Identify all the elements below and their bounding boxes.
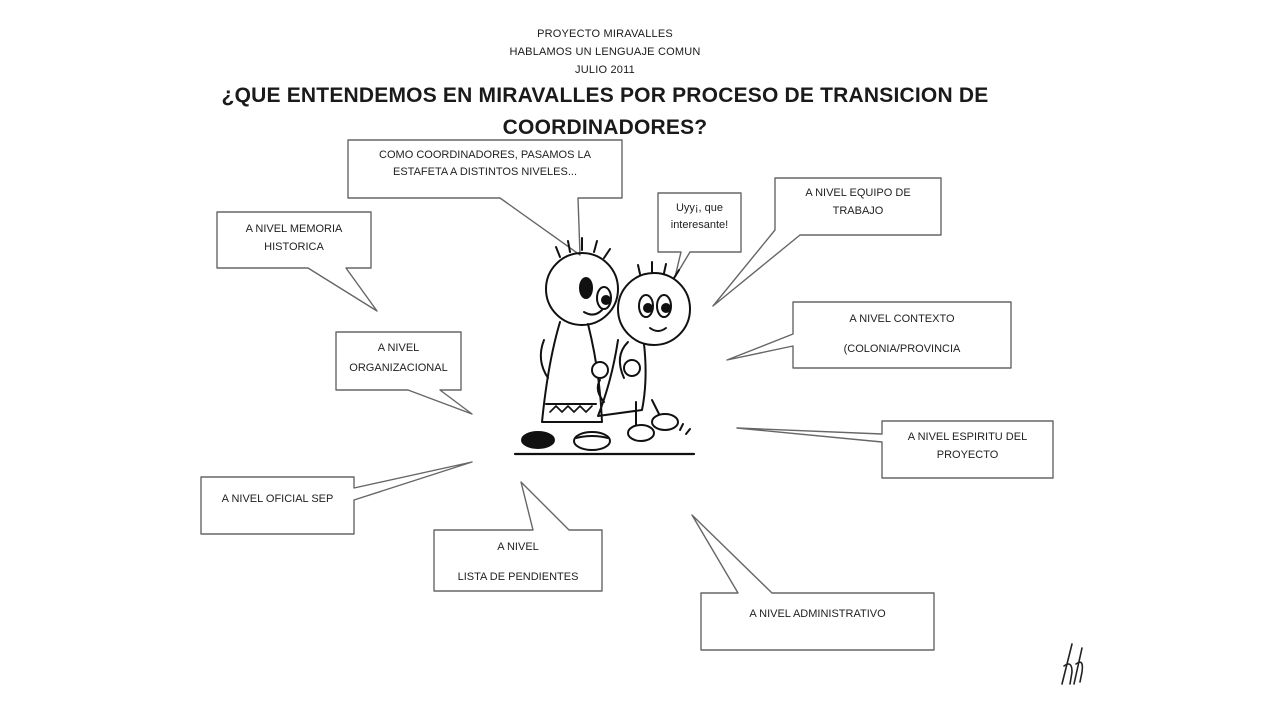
page-title-line-2: COORDINADORES? — [502, 116, 708, 139]
bubble-coordinadores-line-2: ESTAFETA A DISTINTOS NIVELES... — [393, 166, 577, 178]
bubble-coordinadores-line-1: COMO COORDINADORES, PASAMOS LA — [379, 149, 591, 161]
bubble-oficial-text — [201, 492, 354, 506]
kids-illustration — [515, 238, 694, 454]
bubble-espiritu-line-2: PROYECTO — [936, 449, 999, 461]
bubble-uyy-line-1: Uyy¡, que — [675, 202, 724, 214]
bubble-contexto-line-1: A NIVEL CONTEXTO — [849, 313, 955, 325]
bubble-pendientes-text — [434, 540, 602, 584]
bubble-espiritu-line-1: A NIVEL ESPIRITU DEL — [907, 431, 1028, 443]
bubble-organizacional-text — [336, 341, 461, 375]
project-date: JULIO 2011 — [575, 64, 635, 76]
bubble-contexto-line-2: (COLONIA/PROVINCIA — [843, 343, 961, 355]
bubble-equipo-text — [775, 186, 941, 218]
bubble-espiritu-text — [882, 430, 1053, 462]
bubble-equipo-line-1: A NIVEL EQUIPO DE — [805, 187, 911, 199]
bubble-coordinadores-text — [348, 148, 622, 179]
bubble-oficial-line-1: A NIVEL OFICIAL SEP — [221, 493, 334, 505]
bubble-equipo-line-2: TRABAJO — [832, 205, 884, 217]
bubble-memoria-text — [217, 222, 371, 254]
page-title-line-1: ¿QUE ENTENDEMOS EN MIRAVALLES POR PROCESO DE TRANSICION DE — [221, 84, 989, 107]
bubble-uyy-line-2: interesante! — [670, 219, 729, 231]
bubble-memoria-line-1: A NIVEL MEMORIA — [245, 223, 343, 235]
bubble-administrativo-line-1: A NIVEL ADMINISTRATIVO — [749, 608, 886, 620]
bubble-organizacional-line-1: A NIVEL — [377, 342, 420, 354]
bubble-administrativo — [692, 515, 934, 650]
bubble-uyy-text — [658, 201, 741, 232]
project-subtitle: HABLAMOS UN LENGUAJE COMUN — [509, 46, 701, 58]
bubble-administrativo-text — [701, 607, 934, 621]
bubble-memoria-line-2: HISTORICA — [264, 241, 324, 253]
bubble-organizacional-line-2: ORGANIZACIONAL — [349, 362, 448, 374]
project-name: PROYECTO MIRAVALLES — [537, 28, 673, 40]
bubble-pendientes-line-2: LISTA DE PENDIENTES — [457, 571, 579, 583]
signature-mark — [1062, 644, 1082, 684]
bubble-pendientes-line-1: A NIVEL — [497, 541, 539, 553]
bubble-contexto-text — [793, 312, 1011, 356]
